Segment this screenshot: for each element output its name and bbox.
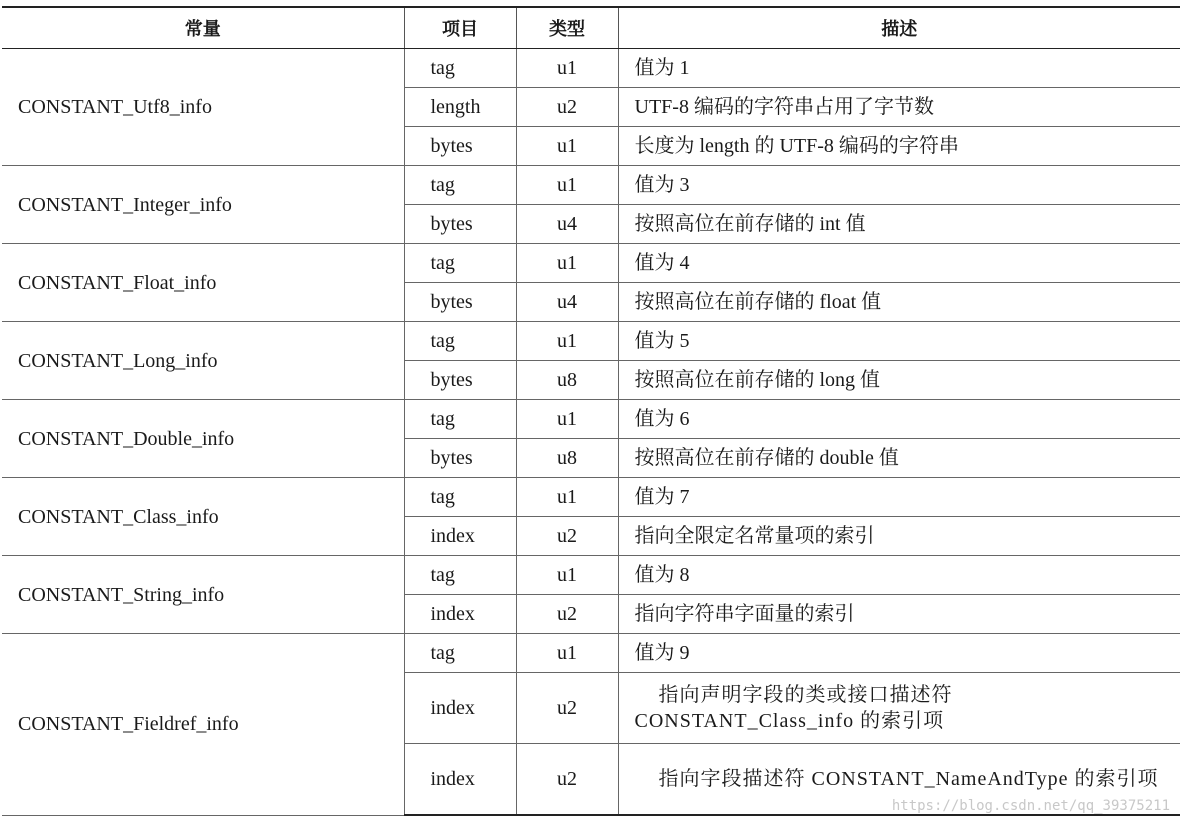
item-cell: bytes [404,127,516,166]
description-cell: 值为 7 [618,478,1180,517]
item-cell: tag [404,400,516,439]
description-cell: 值为 3 [618,166,1180,205]
constant-name: CONSTANT_Float_info [2,244,404,322]
constant-name: CONSTANT_Double_info [2,400,404,478]
item-cell: index [404,517,516,556]
constant-name: CONSTANT_Class_info [2,478,404,556]
type-cell: u2 [516,517,618,556]
description-cell: 指向字符串字面量的索引 [618,595,1180,634]
type-cell: u1 [516,556,618,595]
type-cell: u2 [516,744,618,816]
table-row [2,244,1180,283]
constant-name: CONSTANT_Integer_info [2,166,404,244]
item-cell: tag [404,634,516,673]
item-cell: index [404,673,516,744]
header-constant: 常量 [2,7,404,49]
item-cell: tag [404,556,516,595]
table-row [2,400,1180,439]
table-header-row [2,7,1180,49]
header-item: 项目 [404,7,516,49]
constant-name: CONSTANT_Fieldref_info [2,634,404,816]
constant-name: CONSTANT_String_info [2,556,404,634]
item-cell: index [404,595,516,634]
table-row [2,49,1180,88]
type-cell: u1 [516,400,618,439]
description-cell: 指向字段描述符 CONSTANT_NameAndType 的索引项 [618,744,1180,816]
item-cell: tag [404,166,516,205]
type-cell: u4 [516,205,618,244]
description-cell: 按照高位在前存储的 int 值 [618,205,1180,244]
type-cell: u2 [516,595,618,634]
header-type: 类型 [516,7,618,49]
type-cell: u1 [516,322,618,361]
description-cell: 值为 4 [618,244,1180,283]
type-cell: u2 [516,88,618,127]
watermark: https://blog.csdn.net/qq_39375211 [891,798,1170,814]
table-row [2,166,1180,205]
type-cell: u1 [516,478,618,517]
type-cell: u2 [516,673,618,744]
description-cell: 按照高位在前存储的 double 值 [618,439,1180,478]
description-cell: 按照高位在前存储的 float 值 [618,283,1180,322]
item-cell: bytes [404,283,516,322]
description-cell: 长度为 length 的 UTF-8 编码的字符串 [618,127,1180,166]
description-cell: 按照高位在前存储的 long 值 [618,361,1180,400]
type-cell: u1 [516,244,618,283]
table-row [2,322,1180,361]
item-cell: bytes [404,439,516,478]
item-cell: tag [404,478,516,517]
description-cell: 指向声明字段的类或接口描述符 CONSTANT_Class_info 的索引项 [618,673,1180,744]
description-cell: 值为 9 [618,634,1180,673]
description-cell: 值为 1 [618,49,1180,88]
item-cell: tag [404,49,516,88]
type-cell: u1 [516,166,618,205]
item-cell: tag [404,244,516,283]
item-cell: bytes [404,361,516,400]
type-cell: u4 [516,283,618,322]
type-cell: u1 [516,127,618,166]
constant-pool-table [2,6,1180,816]
description-cell: 指向全限定名常量项的索引 [618,517,1180,556]
description-cell: 值为 6 [618,400,1180,439]
item-cell: index [404,744,516,816]
table-row [2,634,1180,673]
description-cell: 值为 5 [618,322,1180,361]
table-row [2,478,1180,517]
item-cell: length [404,88,516,127]
table-row [2,556,1180,595]
type-cell: u8 [516,439,618,478]
constant-name: CONSTANT_Utf8_info [2,49,404,166]
type-cell: u1 [516,634,618,673]
item-cell: bytes [404,205,516,244]
description-cell: 值为 8 [618,556,1180,595]
description-cell: UTF-8 编码的字符串占用了字节数 [618,88,1180,127]
item-cell: tag [404,322,516,361]
type-cell: u1 [516,49,618,88]
header-description: 描述 [618,7,1180,49]
constant-name: CONSTANT_Long_info [2,322,404,400]
type-cell: u8 [516,361,618,400]
